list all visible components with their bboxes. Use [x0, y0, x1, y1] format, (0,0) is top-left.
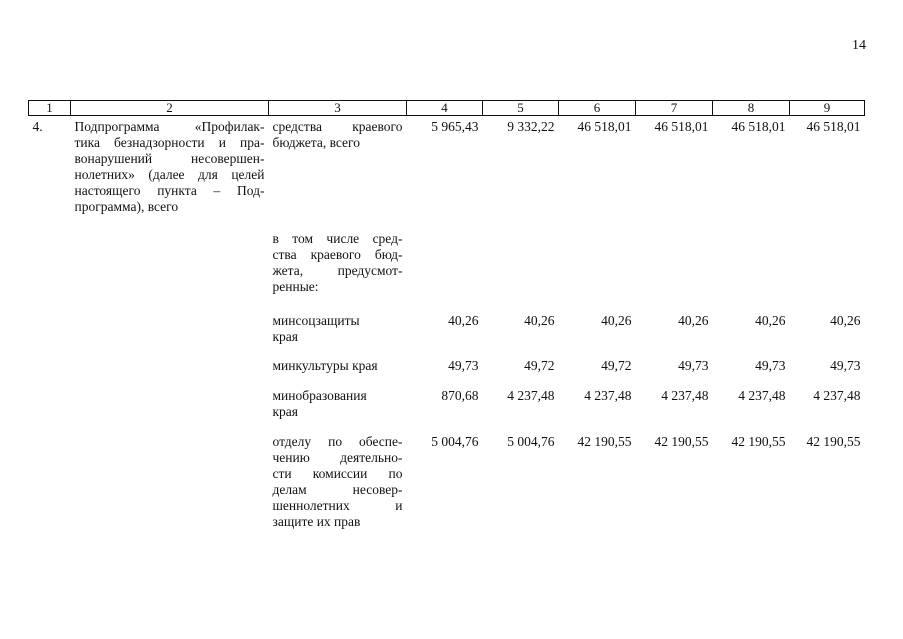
funding-source-line: бюджета, всего — [272, 135, 360, 150]
empty-cell — [71, 434, 269, 534]
header-cell: 4 — [407, 101, 483, 116]
funding-source-line: чению деятельно- — [272, 449, 403, 465]
value-cell: 5 004,76 — [507, 433, 555, 449]
value-cell: 46 518,01 — [731, 119, 786, 134]
header-cell: 9 — [790, 101, 865, 116]
table-row — [29, 116, 865, 231]
funding-source — [269, 388, 407, 434]
value-cell: 46 518,01 — [654, 119, 709, 134]
value-cell: 40,26 — [755, 312, 786, 328]
header-cell: 2 — [71, 101, 269, 116]
value-cell — [790, 231, 865, 313]
value-cell: 40,26 — [448, 312, 479, 328]
value-cell: 42 190,55 — [806, 433, 861, 449]
funding-source — [269, 313, 407, 358]
value-cell: 49,73 — [830, 357, 861, 373]
item-name-line: вонарушений несовершен- — [74, 151, 265, 166]
value-cell: 40,26 — [601, 312, 632, 328]
value-cell: 4 237,48 — [661, 387, 709, 403]
empty-cell — [29, 231, 71, 313]
value-cell: 49,73 — [448, 357, 479, 373]
funding-source-line: средства краевого — [272, 119, 403, 134]
value-cell: 49,72 — [601, 357, 632, 373]
value-cell: 40,26 — [524, 312, 555, 328]
funding-source — [269, 434, 407, 534]
table-row — [29, 358, 865, 388]
funding-source — [269, 116, 407, 231]
value-cell: 49,73 — [678, 357, 709, 373]
value-cell: 49,72 — [524, 357, 555, 373]
value-cell: 42 190,55 — [654, 433, 709, 449]
value-cell: 42 190,55 — [731, 433, 786, 449]
funding-source-line: минкультуры края — [272, 357, 378, 373]
funding-source-line: делам несовер- — [272, 481, 403, 497]
header-cell: 3 — [269, 101, 407, 116]
table-row — [29, 434, 865, 534]
funding-source-line: ренные: — [272, 278, 319, 294]
empty-cell — [71, 358, 269, 388]
empty-cell — [71, 313, 269, 358]
value-cell: 5 965,43 — [431, 119, 479, 134]
header-cell: 1 — [29, 101, 71, 116]
value-cell: 9 332,22 — [507, 119, 555, 134]
funding-source — [269, 231, 407, 313]
funding-source-line: жета, предусмот- — [272, 262, 403, 278]
value-cell: 40,26 — [678, 312, 709, 328]
header-cell: 5 — [483, 101, 559, 116]
item-name-line: Подпрограмма «Профилак- — [74, 119, 265, 134]
funding-source-line: шеннолетних и — [272, 497, 403, 513]
value-cell — [559, 231, 636, 313]
value-cell: 46 518,01 — [806, 119, 861, 134]
header-cell: 8 — [713, 101, 790, 116]
value-cell: 4 237,48 — [813, 387, 861, 403]
header-row — [29, 101, 865, 116]
table-row — [29, 313, 865, 358]
value-cell — [636, 231, 713, 313]
item-name-line: программа), всего — [74, 199, 179, 214]
value-cell: 4 237,48 — [738, 387, 786, 403]
table-row — [29, 231, 865, 313]
empty-cell — [29, 358, 71, 388]
funding-source — [269, 358, 407, 388]
empty-cell — [29, 388, 71, 434]
funding-source-line: ства краевого бюд- — [272, 246, 403, 262]
value-cell — [713, 231, 790, 313]
value-cell: 870,68 — [441, 387, 479, 403]
funding-source-line: края — [272, 328, 299, 344]
funding-source-line: в том числе сред- — [272, 230, 403, 246]
funding-source-line: защите их прав — [272, 513, 361, 529]
header-cell: 7 — [636, 101, 713, 116]
funding-source-line: края — [272, 403, 299, 419]
empty-cell — [71, 231, 269, 313]
funding-source-line: минсоцзащиты — [272, 312, 360, 328]
value-cell — [407, 231, 483, 313]
page-number: 14 — [852, 38, 866, 53]
item-name-line: настоящего пункта – Под- — [74, 183, 265, 198]
value-cell — [483, 231, 559, 313]
value-cell: 4 237,48 — [584, 387, 632, 403]
item-number: 4. — [32, 119, 43, 134]
funding-source-line: минобразования — [272, 387, 367, 403]
empty-cell — [29, 434, 71, 534]
item-name-line: нолетних» (далее для целей — [74, 167, 265, 182]
table-row — [29, 388, 865, 434]
item-name-line: тика безнадзорности и пра- — [74, 135, 265, 150]
header-cell: 6 — [559, 101, 636, 116]
empty-cell — [29, 313, 71, 358]
funding-source-line: отделу по обеспе- — [272, 433, 403, 449]
value-cell: 49,73 — [755, 357, 786, 373]
value-cell: 42 190,55 — [577, 433, 632, 449]
empty-cell — [71, 388, 269, 434]
value-cell: 40,26 — [830, 312, 861, 328]
value-cell: 5 004,76 — [431, 433, 479, 449]
value-cell: 46 518,01 — [577, 119, 632, 134]
budget-table — [28, 100, 865, 534]
funding-source-line: сти комиссии по — [272, 465, 403, 481]
value-cell: 4 237,48 — [507, 387, 555, 403]
item-name — [71, 116, 269, 231]
